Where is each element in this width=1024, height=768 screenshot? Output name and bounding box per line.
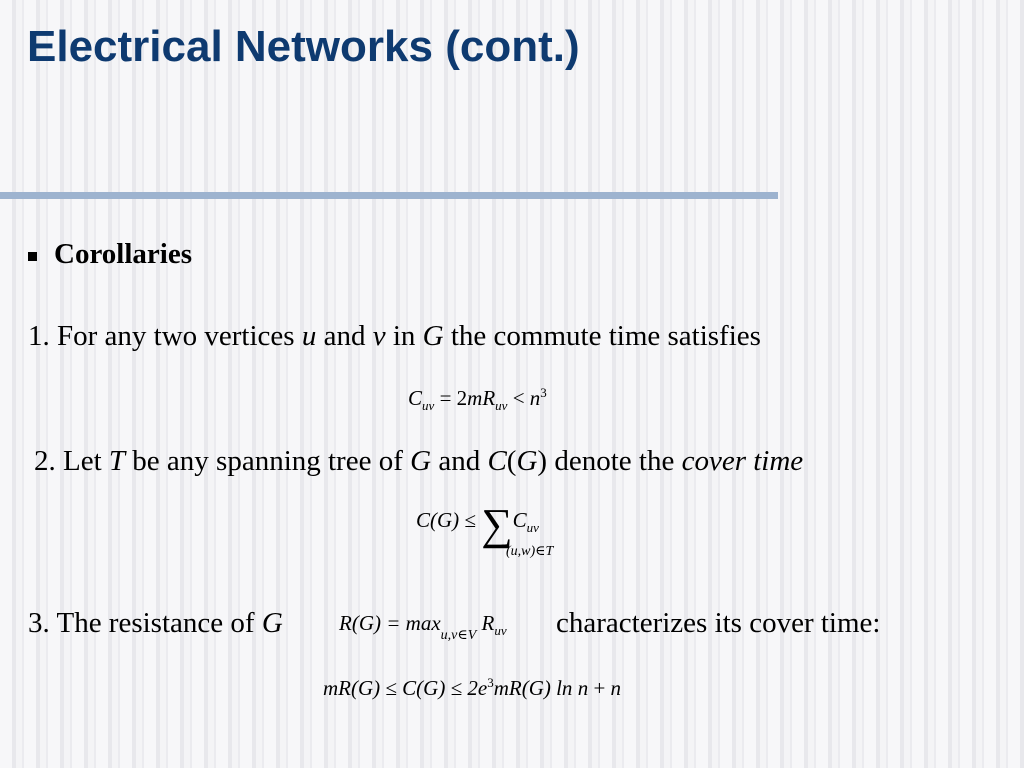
math-C: C [408,386,423,410]
corollary-3-text [28,607,283,640]
math-sub: uv [526,520,539,536]
sum-index: (u,w)∈T [506,544,554,559]
commute-time-formula [408,385,547,414]
sum-symbol: ∑ [481,500,513,549]
text-run: denote the [547,445,682,477]
text-run: be any spanning tree of [125,445,411,477]
var-T: T [108,445,126,477]
max-index: u,v∈V [440,628,477,643]
math-sub: uv [422,398,435,414]
text-run: ( [506,445,517,477]
math-sub: uv [494,623,507,639]
resistance-formula [339,611,507,643]
math-sup: 3 [487,675,494,690]
var-G: G [516,445,538,477]
math-op: < [507,386,530,410]
text-run: in [385,320,423,352]
math-n: n [610,676,622,700]
text-run: and [431,445,488,477]
math-R: R [476,611,495,635]
math-lhs: R(G) = max [339,611,441,635]
section-heading: Corollaries [54,238,192,270]
math-op: + [588,676,611,700]
var-G: G [410,445,432,477]
corollary-2-text [34,445,803,478]
text-run: 2. Let [34,445,109,477]
math-sup: 3 [540,385,547,400]
cover-time-bound-formula [323,676,621,701]
corollary-1-text [28,320,761,353]
math-part: mR(G) ≤ C(G) ≤ 2 [323,676,478,700]
text-run: 1. For any two vertices [28,320,302,352]
slide-title: Electrical Networks (cont.) [27,22,580,71]
math-part: mR(G) ln [493,676,578,700]
square-bullet-icon [28,252,37,261]
math-n: n [577,676,589,700]
math-mR: mR [467,386,496,410]
var-v: v [372,320,386,352]
math-n: n [529,386,541,410]
text-run: ) [537,445,548,477]
title-divider [0,192,778,199]
math-lhs: C(G) ≤ [416,508,482,532]
math-e: e [477,676,488,700]
max-subscript [441,628,477,643]
var-G: G [422,320,444,352]
text-run: and [316,320,373,352]
sum-subscript [506,543,553,560]
text-run: 3. The resistance of [28,607,262,639]
var-C: C [487,445,507,477]
corollary-3-suffix: characterizes its cover time: [556,607,881,639]
var-u: u [301,320,317,352]
text-run: the commute time satisfies [443,320,761,352]
math-op: = 2 [434,386,468,410]
math-sub: uv [495,398,508,414]
math-C: C [512,508,527,532]
cover-time-sum-formula [416,500,539,549]
var-G: G [261,607,283,639]
cover-time-term: cover time [681,445,804,477]
